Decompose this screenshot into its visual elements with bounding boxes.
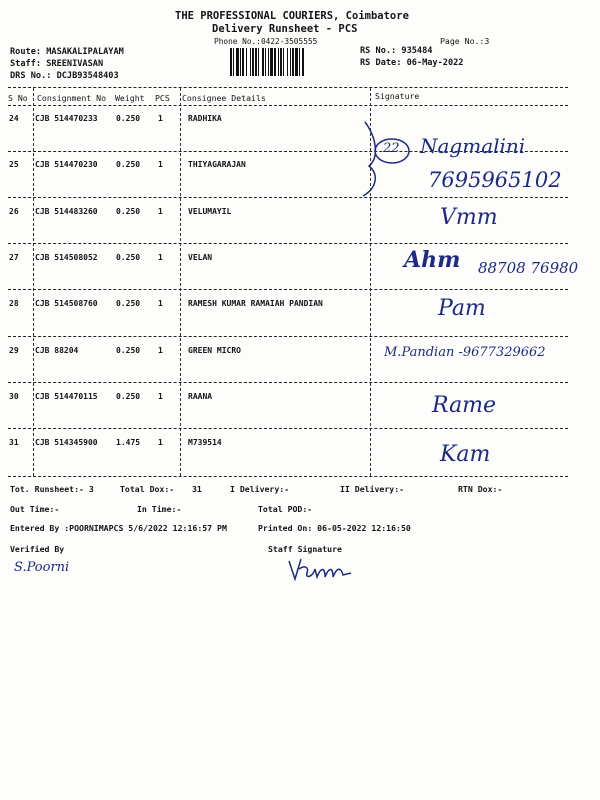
row-separator (8, 428, 568, 429)
circled-number: 22 (383, 141, 400, 156)
rs-number: RS No.: 935484 (360, 46, 433, 56)
cell-weight: 0.250 (116, 253, 141, 262)
col-pcs: PCS (155, 93, 170, 103)
signature-row-29: M.Pandian -9677329662 (384, 345, 546, 360)
cell-pcs: 1 (158, 160, 163, 169)
barcode-bar (274, 48, 276, 76)
signature-row-28: Pam (438, 296, 486, 321)
barcode-bar (290, 48, 291, 76)
barcode-bar (262, 48, 264, 76)
cell-consignee: VELUMAYIL (188, 207, 232, 216)
barcode-bar (230, 48, 232, 76)
cell-consignee: M739514 (188, 438, 222, 447)
document-title: Delivery Runsheet - PCS (212, 23, 358, 35)
cell-weight: 0.250 (116, 207, 141, 216)
barcode-bar (252, 48, 254, 76)
barcode-bar (302, 48, 304, 76)
out-time: Out Time:- (10, 504, 60, 514)
cell-consignee: VELAN (188, 253, 213, 262)
staff: Staff: SREENIVASAN (10, 59, 104, 69)
barcode-bar (258, 48, 259, 76)
col-weight: Weight (115, 93, 145, 103)
phone-row-27: 88708 76980 (478, 259, 579, 277)
barcode-bar (236, 48, 239, 76)
col-divider (180, 88, 181, 476)
cell-consignment: CJB 514470233 (35, 114, 98, 123)
cell-consignment: CJB 514470115 (35, 392, 98, 401)
barcode-bar (292, 48, 294, 76)
cell-pcs: 1 (158, 438, 163, 447)
entered-by: Entered By :POORNIMAPCS 5/6/2022 12:16:57 PM (10, 523, 227, 533)
signature-row-30: Rame (432, 393, 497, 418)
rs-date: RS Date: 06-May-2022 (360, 58, 464, 68)
col-signature: Signature (375, 91, 420, 101)
cell-pcs: 1 (158, 207, 163, 216)
cell-consignment: CJB 514483260 (35, 207, 98, 216)
barcode-bar (270, 48, 273, 76)
col-divider (33, 88, 34, 476)
cell-consignee: RADHIKA (188, 114, 222, 123)
company-name: THE PROFESSIONAL COURIERS, Coimbatore (175, 10, 409, 22)
cell-pcs: 1 (158, 299, 163, 308)
cell-pcs: 1 (158, 392, 163, 401)
barcode (230, 48, 354, 76)
signature-row-31: Kam (440, 442, 491, 467)
second-delivery: II Delivery:- (340, 484, 405, 494)
cell-weight: 1.475 (116, 438, 141, 447)
cell-sno: 24 (9, 114, 19, 123)
barcode-bar (278, 48, 279, 76)
printed-on: Printed On: 06-05-2022 12:16:50 (258, 523, 411, 533)
signature-row-26: Vmm (440, 205, 498, 230)
cell-consignee: RAMESH KUMAR RAMAIAH PANDIAN (188, 299, 323, 308)
cell-sno: 25 (9, 160, 19, 169)
cell-consignee: THIYAGARAJAN (188, 160, 246, 169)
cell-consignment: CJB 514508052 (35, 253, 98, 262)
cell-sno: 29 (9, 346, 19, 355)
barcode-bar (287, 48, 288, 76)
in-time: In Time:- (137, 504, 182, 514)
barcode-bar (240, 48, 241, 76)
barcode-bar (233, 48, 234, 76)
barcode-bar (268, 48, 269, 76)
cell-sno: 26 (9, 207, 19, 216)
rtn-dox: RTN Dox:- (458, 484, 503, 494)
cell-sno: 31 (9, 438, 19, 447)
barcode-bar (295, 48, 298, 76)
verified-by-label: Verified By (10, 544, 65, 554)
col-consignee: Consignee Details (182, 93, 266, 103)
total-dox-label: Total Dox:- (120, 484, 175, 494)
cell-weight: 0.250 (116, 346, 141, 355)
cell-consignment: CJB 514470230 (35, 160, 98, 169)
barcode-bar (242, 48, 244, 76)
cell-weight: 0.250 (116, 114, 141, 123)
recipient-phone-sig: 7695965102 (428, 168, 562, 192)
staff-signature-mark (285, 555, 355, 585)
header-bottom-rule (8, 105, 568, 106)
table-bottom-rule (8, 476, 568, 477)
barcode-bar (246, 48, 247, 76)
barcode-bar (283, 48, 284, 76)
cell-weight: 0.250 (116, 160, 141, 169)
barcode-bar (265, 48, 266, 76)
col-sno: S No (8, 93, 28, 103)
row-separator (8, 336, 568, 337)
cell-pcs: 1 (158, 114, 163, 123)
cell-consignee: RAANA (188, 392, 213, 401)
recipient-name-sig: Nagmalini (420, 134, 526, 158)
verified-by-signature: S.Poorni (14, 560, 70, 575)
barcode-bar (299, 48, 300, 76)
col-consignment: Consignment No (37, 93, 107, 103)
signature-row-27: Ahm (404, 247, 461, 273)
phone-number: Phone No.:0422-3505555 (214, 37, 318, 46)
cell-pcs: 1 (158, 346, 163, 355)
total-runsheet: Tot. Runsheet:- 3 (10, 484, 94, 494)
barcode-bar (255, 48, 257, 76)
header-top-rule (8, 87, 568, 88)
cell-weight: 0.250 (116, 392, 141, 401)
cell-sno: 28 (9, 299, 19, 308)
barcode-bar (250, 48, 251, 76)
total-pod: Total POD:- (258, 504, 313, 514)
barcode-bar (280, 48, 282, 76)
cell-weight: 0.250 (116, 299, 141, 308)
row-separator (8, 289, 568, 290)
cell-pcs: 1 (158, 253, 163, 262)
cell-sno: 27 (9, 253, 19, 262)
row-separator (8, 243, 568, 244)
total-dox-value: 31 (192, 484, 202, 494)
drs-number: DRS No.: DCJB93548403 (10, 71, 119, 81)
cell-consignment: CJB 514345900 (35, 438, 98, 447)
row-separator (8, 197, 568, 198)
first-delivery: I Delivery:- (230, 484, 290, 494)
cell-consignment: CJB 88204 (35, 346, 79, 355)
row-separator (8, 382, 568, 383)
cell-consignment: CJB 514508760 (35, 299, 98, 308)
staff-signature-label: Staff Signature (268, 544, 342, 554)
route: Route: MASAKALIPALAYAM (10, 47, 124, 57)
cell-sno: 30 (9, 392, 19, 401)
page-number: Page No.:3 (440, 36, 490, 46)
cell-consignee: GREEN MICRO (188, 346, 241, 355)
